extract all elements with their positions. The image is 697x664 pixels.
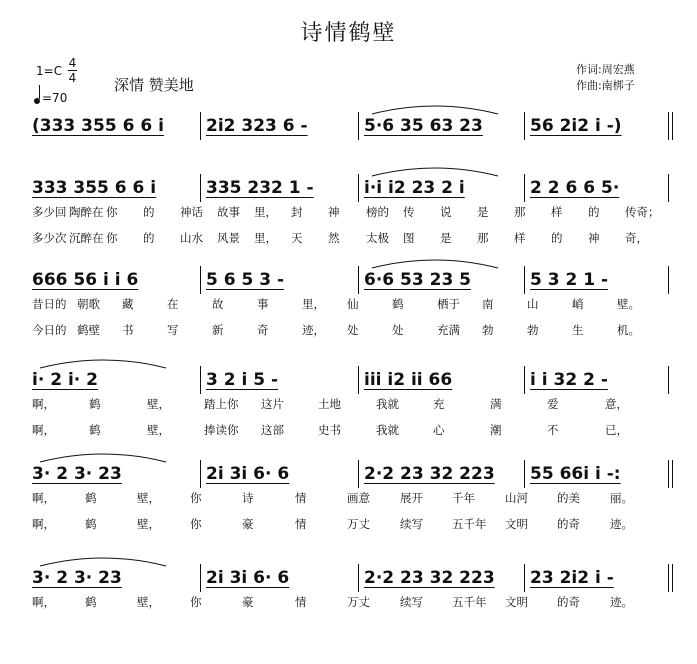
lyric-word: 画意 [347,491,370,505]
lyric-word: 的 [551,231,563,245]
lyric-word: 鹤 [392,297,404,311]
barline [358,460,359,488]
lyric-word: 迹。 [610,595,633,609]
lyric-word: 万丈 [347,595,370,609]
lyric-word: 满 [490,397,502,411]
barline [668,460,673,488]
lyric-word: 文明 [505,517,528,531]
measure-notes: 55 66i i -: [530,464,621,484]
measure-notes: i· 2 i· 2 [32,370,98,390]
lyric-word: 新 [212,323,224,337]
lyric-word: 藏 [122,297,134,311]
lyric-word: 封 [291,205,303,219]
lyric-word: 这片 [261,397,284,411]
lyric-word: 的 [143,205,155,219]
lyric-word: 千年 [452,491,475,505]
lyric-word: 的 [588,205,600,219]
barline [668,564,673,592]
measure-notes: 5·6 35 63 23 [364,116,483,136]
barline [524,112,525,140]
lyric-word: 今日的 [32,323,67,337]
measure-notes: 666 56 i i 6 [32,270,139,290]
measure-notes: (333 355 6 6 i [32,116,164,136]
measure-notes: 3· 2 3· 23 [32,568,122,588]
expression-marking: 深情 赞美地 [114,76,194,94]
barline [524,564,525,592]
lyric-word: 壁， [137,491,160,505]
lyric-word: 说 [440,205,452,219]
lyric-word: 神 [328,205,340,219]
composer-credit: 作曲:南梆子 [576,79,635,92]
lyric-word: 故事 [217,205,240,219]
lyric-word: 你 [106,205,118,219]
lyric-word: 啊， [32,517,55,531]
lyric-word: 神 [588,231,600,245]
measure-notes: 56 2i2 i -) [530,116,622,136]
barline [200,266,201,294]
slur [38,356,168,370]
barline [668,112,673,140]
lyric-word: 捧读你 [204,423,239,437]
lyric-word: 在 [167,297,179,311]
lyric-word: 陶醉在 [69,205,104,219]
barline [524,366,525,394]
lyric-word: 壁， [137,517,160,531]
lyric-word: 事 [257,297,269,311]
measure-notes: 23 2i2 i - [530,568,614,588]
tempo-marking [34,88,67,105]
lyric-word: 已， [605,423,628,437]
lyric-word: 五千年 [452,595,487,609]
lyric-word: 书 [122,323,134,337]
lyric-word: 我就 [376,423,399,437]
lyric-word: 这部 [261,423,284,437]
lyric-word: 山 [527,297,539,311]
lyric-word: 多少回 [32,205,67,219]
measure-notes: 2·2 23 32 223 [364,464,495,484]
lyric-word: 天 [291,231,303,245]
key-signature: 1=C [36,64,63,78]
lyric-word: 壁， [147,397,170,411]
lyric-word: 你 [190,595,202,609]
lyric-word: 峭 [572,297,584,311]
lyric-word: 山河 [505,491,528,505]
barline [358,112,359,140]
barline [668,366,669,394]
credits [576,62,635,94]
lyric-word: 仙 [347,297,359,311]
lyric-word: 啊， [32,423,55,437]
lyric-word: 啊， [32,397,55,411]
lyric-word: 展开 [400,491,423,505]
lyric-word: 奇 [257,323,269,337]
barline [524,174,525,202]
slur [370,256,500,270]
measure-notes: 333 355 6 6 i [32,178,157,198]
lyricist-credit: 作词:周宏燕 [576,63,635,76]
measure-notes: 335 232 1 - [206,178,314,198]
lyric-word: 续写 [400,517,423,531]
lyric-word: 情 [295,491,307,505]
barline [200,564,201,592]
lyric-word: 意， [605,397,628,411]
lyric-word: 处 [347,323,359,337]
lyric-word: 是 [477,205,489,219]
lyric-word: 风景 [217,231,240,245]
lyric-word: 土地 [318,397,341,411]
lyric-word: 迹， [302,323,325,337]
lyric-word: 鹤 [85,491,97,505]
lyric-word: 的奇 [557,517,580,531]
note-stem [39,85,40,99]
lyric-word: 的美 [557,491,580,505]
lyric-word: 机。 [617,323,640,337]
lyric-word: 处 [392,323,404,337]
lyric-word: 里， [302,297,325,311]
measure-notes: i·i i2 23 2 i [364,178,465,198]
measure-notes: 2i2 323 6 - [206,116,308,136]
lyric-word: 鹤 [85,517,97,531]
barline [200,174,201,202]
lyric-word: 传 [403,205,415,219]
lyric-word: 心 [433,423,445,437]
barline [200,460,201,488]
lyric-word: 你 [190,491,202,505]
lyric-word: 爱 [547,397,559,411]
time-signature [68,56,77,85]
lyric-word: 啊， [32,595,55,609]
lyric-word: 史书 [318,423,341,437]
lyric-word: 鹤 [89,423,101,437]
barline [358,366,359,394]
lyric-word: 里， [254,205,277,219]
lyric-word: 鹤壁 [77,323,100,337]
measure-notes: 2i 3i 6· 6 [206,568,290,588]
lyric-word: 踏上你 [204,397,239,411]
barline [200,112,201,140]
lyric-word: 五千年 [452,517,487,531]
lyric-word: 榜的 [366,205,389,219]
lyric-word: 神话 [180,205,203,219]
measure-notes: 3· 2 3· 23 [32,464,122,484]
lyric-word: 充满 [437,323,460,337]
measure-notes: 2 2 6 6 5· [530,178,620,198]
measure-notes: 5 6 5 3 - [206,270,285,290]
lyric-word: 多少次 [32,231,67,245]
slur [370,102,500,116]
lyric-word: 不 [547,423,559,437]
barline [358,266,359,294]
lyric-word: 你 [190,517,202,531]
lyric-word: 鹤 [89,397,101,411]
lyric-word: 情 [295,517,307,531]
lyric-word: 图 [403,231,415,245]
lyric-word: 昔日的 [32,297,67,311]
lyric-word: 的奇 [557,595,580,609]
lyric-word: 壁， [147,423,170,437]
lyric-word: 那 [514,205,526,219]
lyric-word: 生 [572,323,584,337]
lyric-word: 我就 [376,397,399,411]
lyric-word: 写 [167,323,179,337]
lyric-word: 续写 [400,595,423,609]
lyric-word: 丽。 [610,491,633,505]
lyric-word: 壁， [137,595,160,609]
measure-notes: 5 3 2 1 - [530,270,609,290]
measure-notes: iii i2 ii 66 [364,370,453,390]
lyric-word: 豪 [242,517,254,531]
slur [370,164,500,178]
measure-notes: 6·6 53 23 5 [364,270,472,290]
measure-notes: 2i 3i 6· 6 [206,464,290,484]
lyric-word: 传奇； [625,205,660,219]
lyric-word: 壁。 [617,297,640,311]
barline [668,266,669,294]
lyric-word: 太极 [366,231,389,245]
lyric-word: 豪 [242,595,254,609]
time-signature-bottom: 4 [68,71,77,85]
song-title: 诗情鹤壁 [300,21,397,46]
lyric-word: 那 [477,231,489,245]
barline [358,174,359,202]
lyric-word: 样 [551,205,563,219]
barline [200,366,201,394]
lyric-word: 栖于 [437,297,460,311]
lyric-word: 故 [212,297,224,311]
time-signature-top: 4 [68,56,77,70]
measure-notes: 3 2 i 5 - [206,370,279,390]
lyric-word: 充 [433,397,445,411]
lyric-word: 奇， [625,231,648,245]
barline [668,174,669,202]
lyric-word: 你 [106,231,118,245]
lyric-word: 样 [514,231,526,245]
lyric-word: 的 [143,231,155,245]
lyric-word: 万丈 [347,517,370,531]
lyric-word: 山水 [180,231,203,245]
lyric-word: 然 [328,231,340,245]
lyric-word: 迹。 [610,517,633,531]
barline [524,460,525,488]
measure-notes: i i 32 2 - [530,370,608,390]
lyric-word: 勃 [527,323,539,337]
lyric-word: 里， [254,231,277,245]
tempo-value: =70 [42,91,68,105]
barline [358,564,359,592]
lyric-word: 是 [440,231,452,245]
lyric-word: 啊， [32,491,55,505]
lyric-word: 情 [295,595,307,609]
lyric-word: 鹤 [85,595,97,609]
lyric-word: 沉醉在 [69,231,104,245]
lyric-word: 诗 [242,491,254,505]
lyric-word: 勃 [482,323,494,337]
lyric-word: 朝歌 [77,297,100,311]
lyric-word: 潮 [490,423,502,437]
measure-notes: 2·2 23 32 223 [364,568,495,588]
lyric-word: 文明 [505,595,528,609]
barline [524,266,525,294]
slur [38,450,168,464]
slur [38,554,168,568]
lyric-word: 南 [482,297,494,311]
